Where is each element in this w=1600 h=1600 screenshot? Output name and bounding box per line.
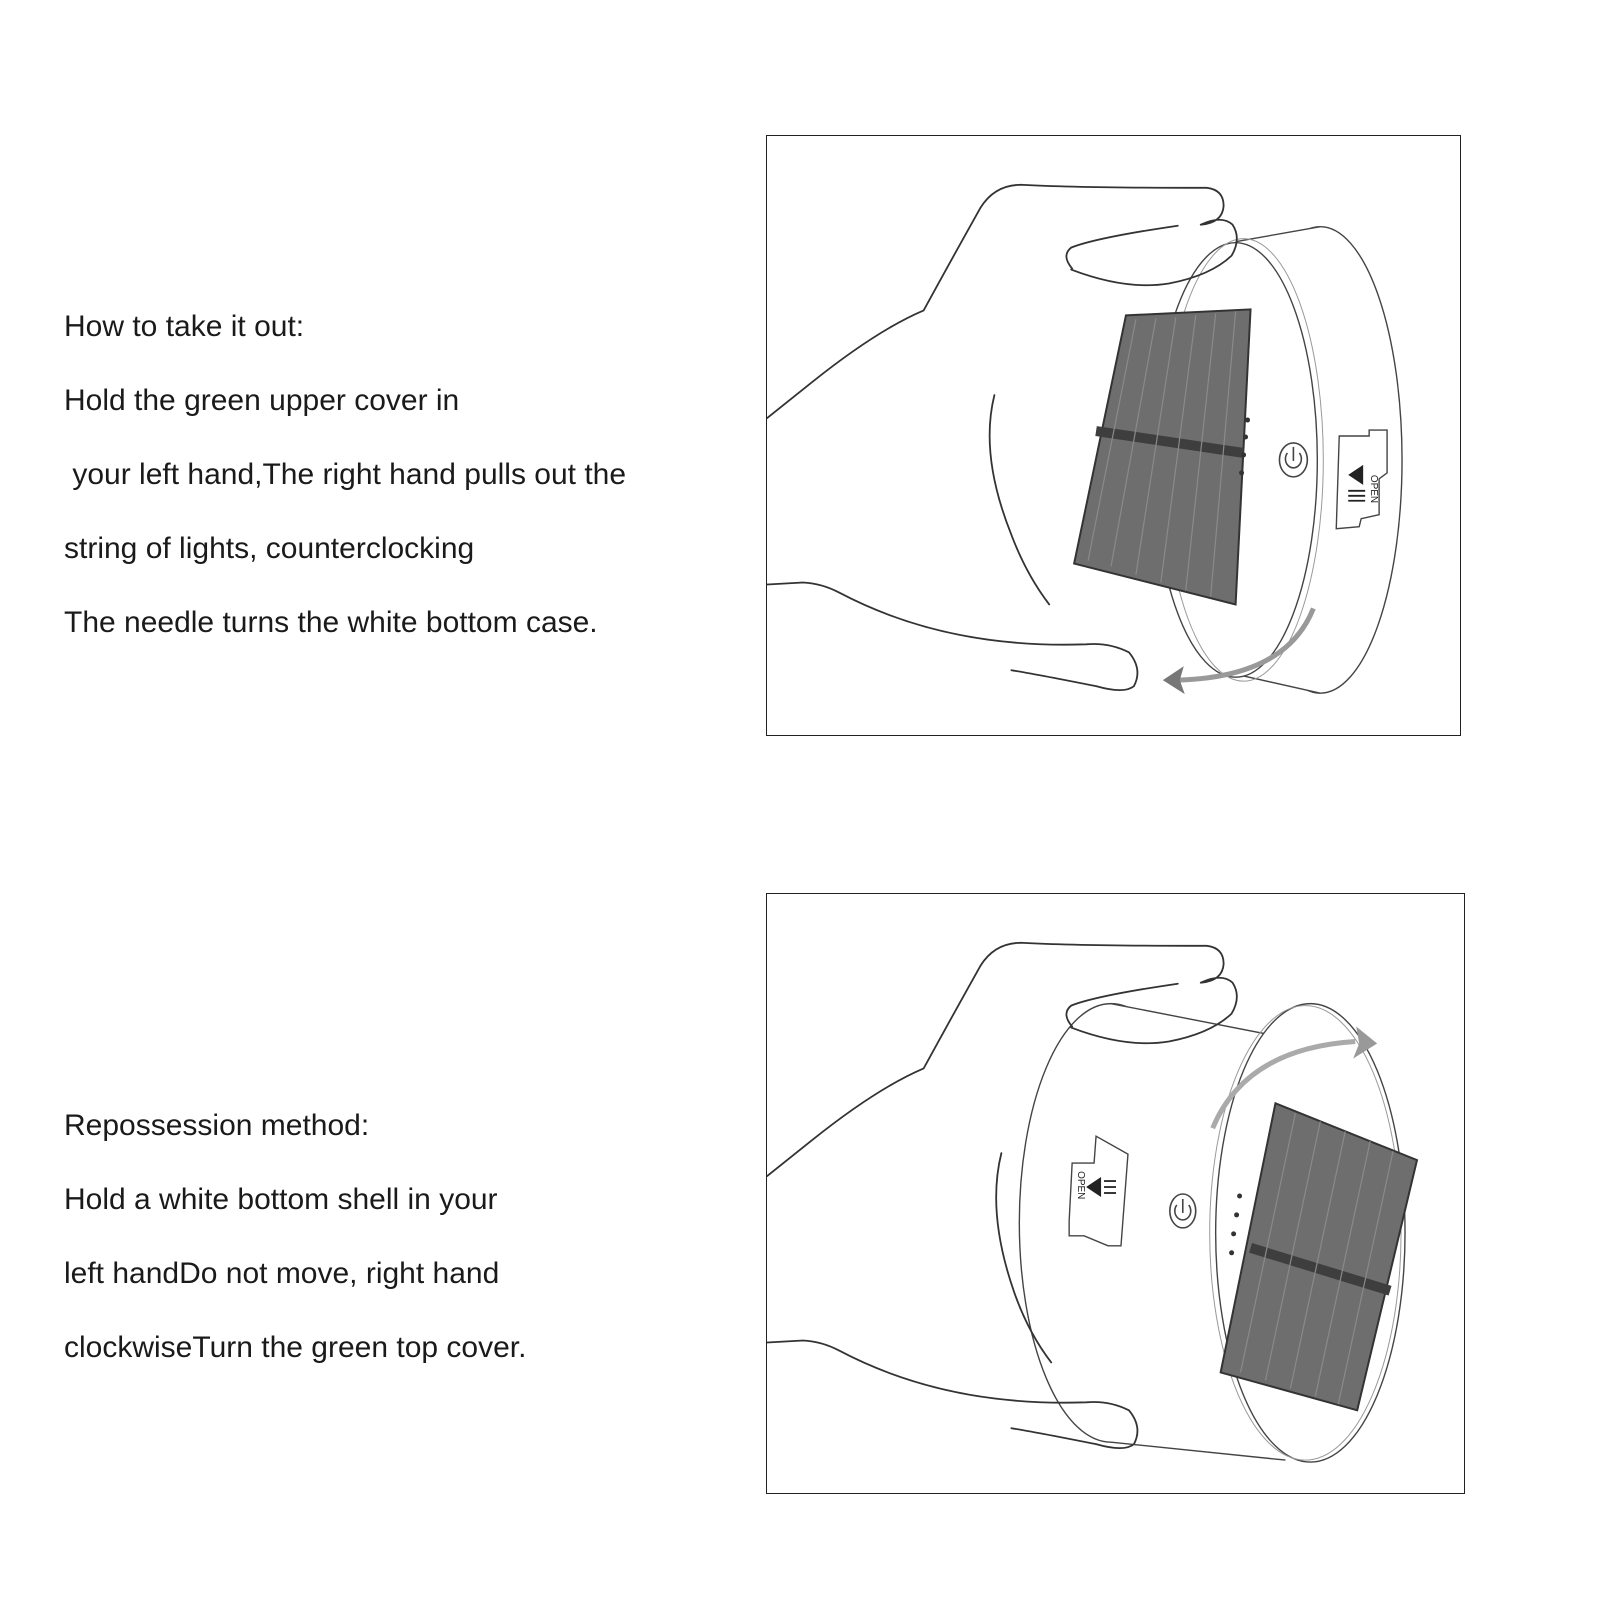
repossession-line: Hold a white bottom shell in your — [64, 1183, 498, 1216]
take-out-line: your left hand,The right hand pulls out the — [64, 458, 627, 491]
take-out-heading: How to take it out: — [64, 310, 305, 343]
repossession-heading: Repossession method: — [64, 1109, 370, 1142]
repossession-drawing — [767, 894, 1464, 1493]
take-out-drawing — [767, 136, 1460, 735]
take-out-line: string of lights, counterclocking — [64, 532, 475, 565]
repossession-illustration — [766, 893, 1465, 1494]
take-out-line: Hold the green upper cover in — [64, 384, 460, 417]
take-out-line: The needle turns the white bottom case. — [64, 606, 598, 639]
repossession-line: clockwiseTurn the green top cover. — [64, 1331, 527, 1364]
open-text: OPEN — [1075, 1171, 1087, 1200]
take-out-illustration — [766, 135, 1461, 736]
repossession-line: left handDo not move, right hand — [64, 1257, 500, 1290]
open-text: OPEN — [1368, 474, 1380, 504]
solar-panel — [1074, 309, 1250, 604]
open-label — [1336, 430, 1387, 529]
